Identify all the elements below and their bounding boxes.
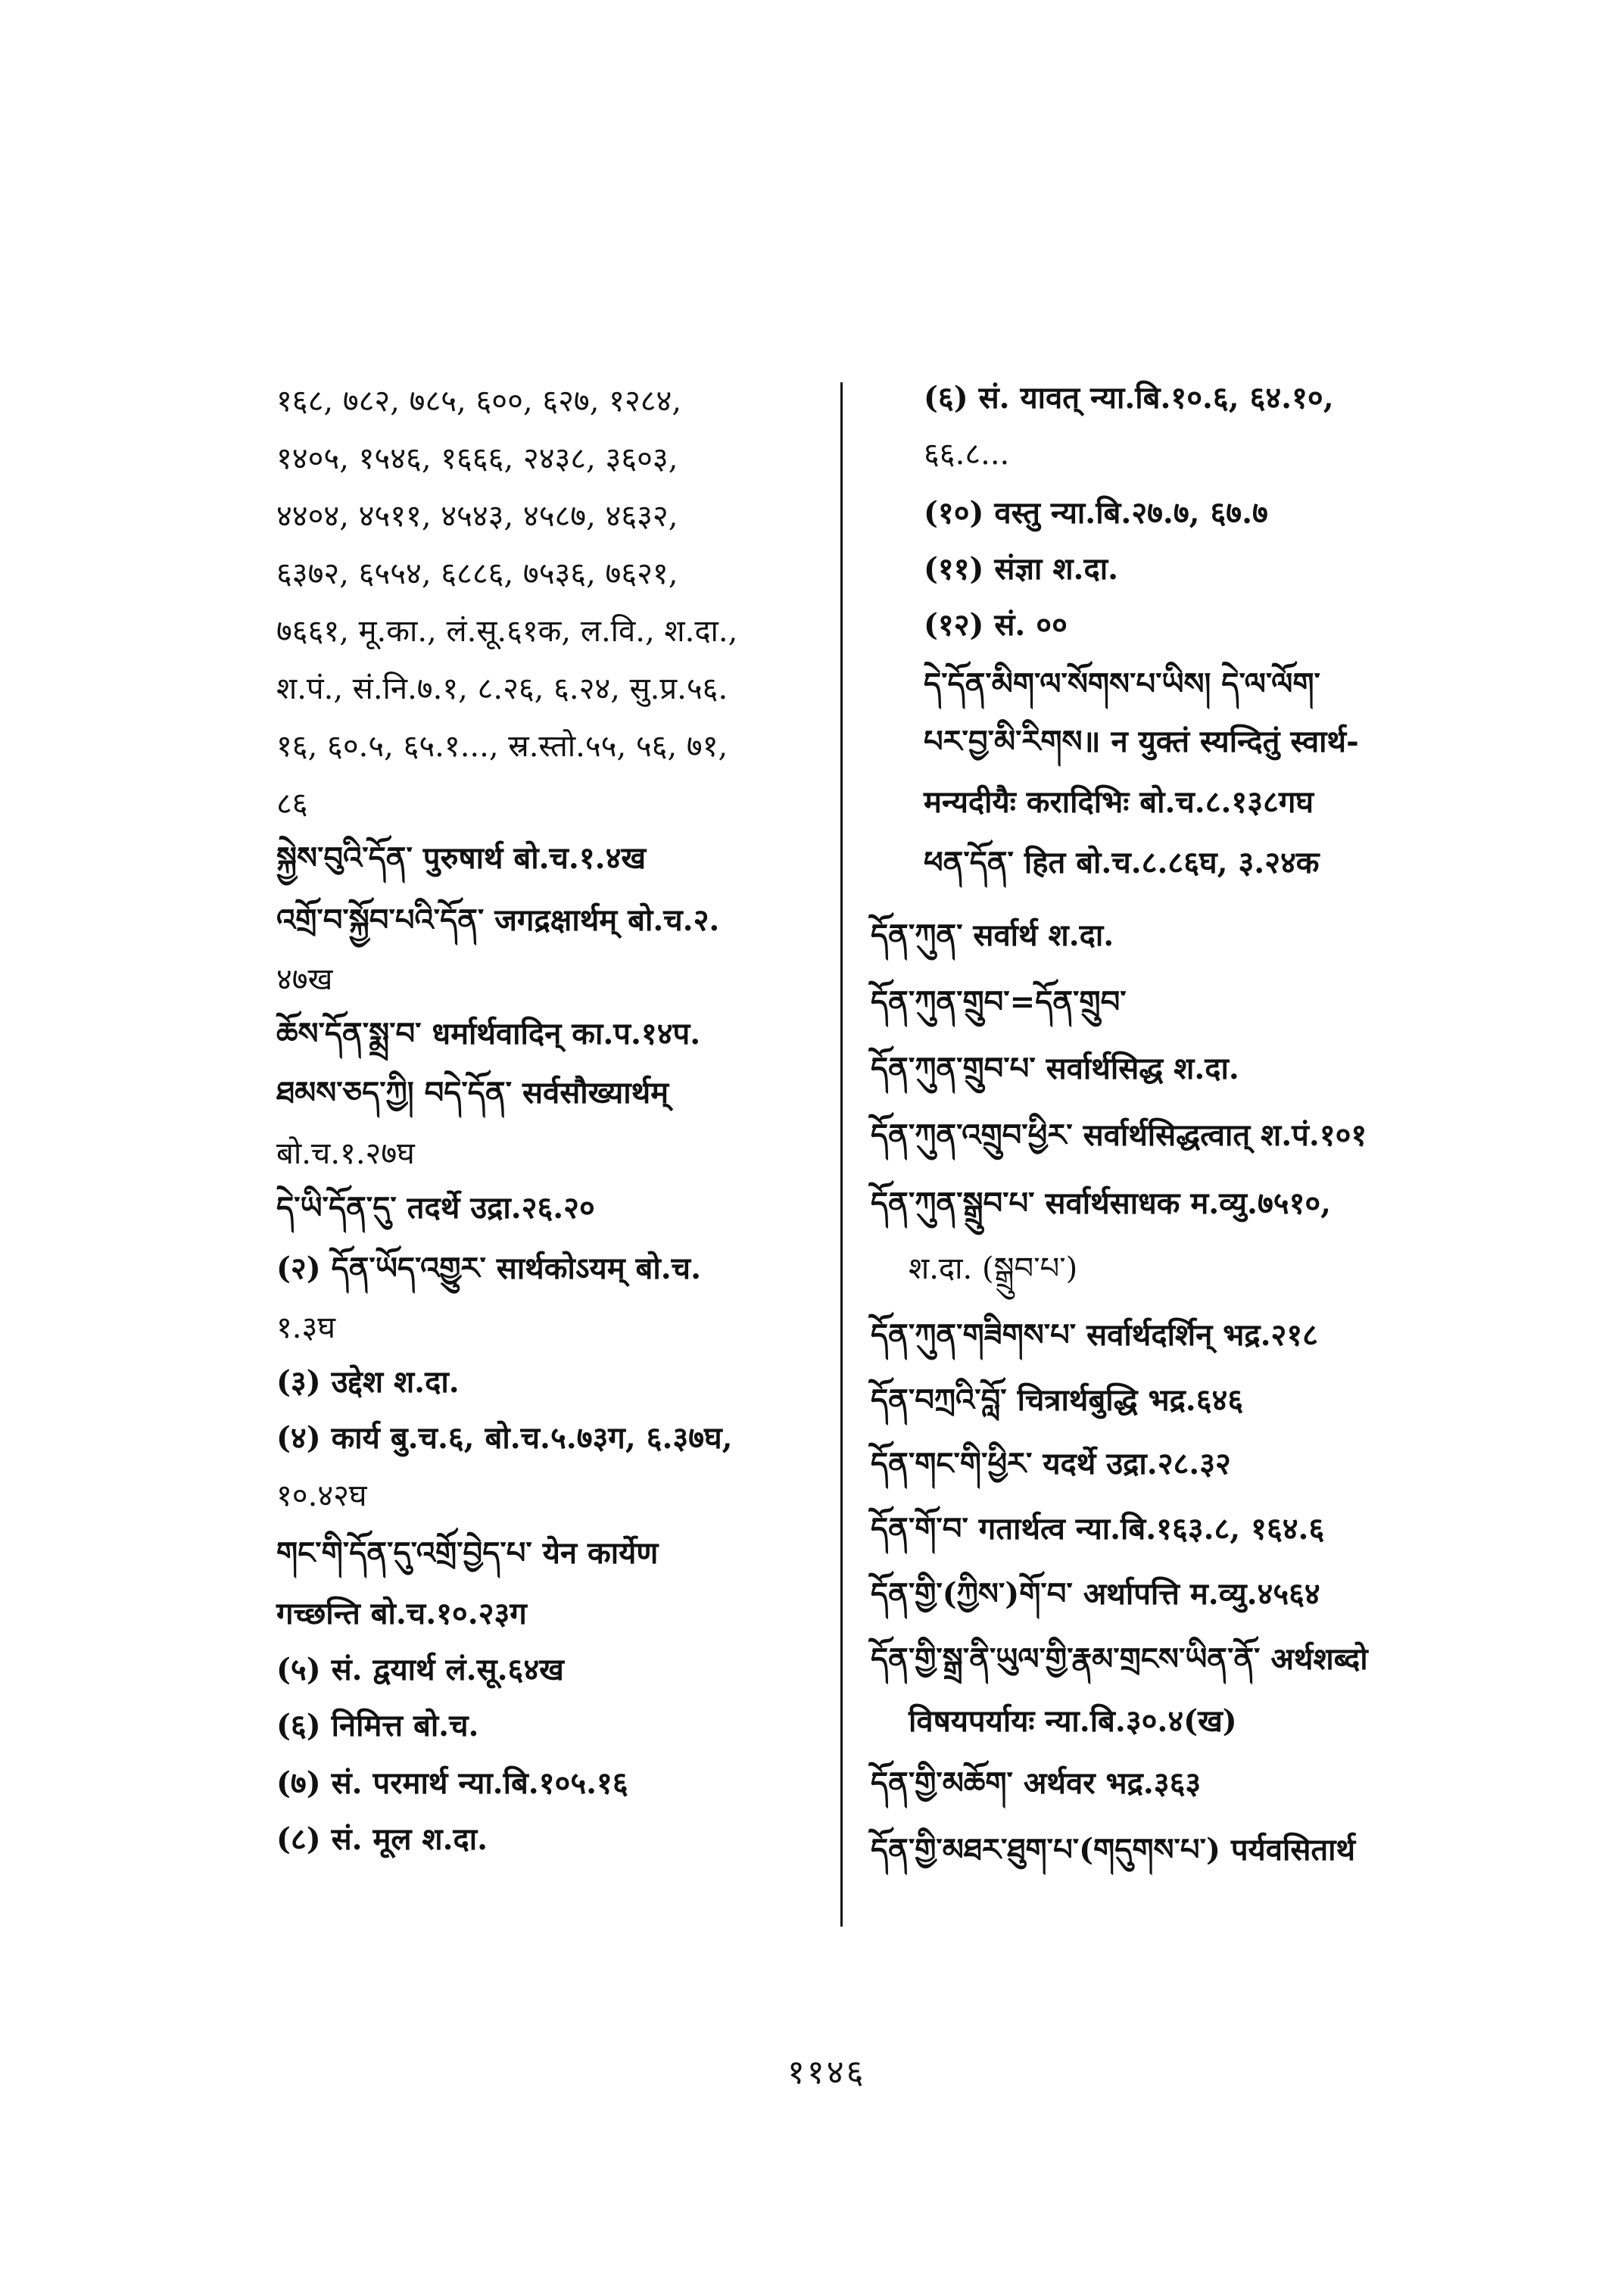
entry-line: དོན་གྱི་མཆོག་ अर्थवर भद्र.३६३: [871, 1765, 1202, 1801]
entry-line: དོན་གྱི་སྒྲ་ནི་ཡུལ་གྱི་རྣམ་གྲངས་ཡིན་ནོ་ अर्थशब्दो: [871, 1641, 1368, 1677]
entry-line: དེ་དོན་མིག་ལ་སོགས་པ་ཡིས། དེ་ལ་ལོག་: [924, 666, 1320, 702]
entry-line: (८) सं. मूल श.दा.: [276, 1821, 488, 1857]
entry-line: དོན་གང་གི་ཕྱིར་ यदर्थे उद्रा.२८.३२: [871, 1446, 1231, 1481]
entry-line: དོན་བཀྲའི་བློ་ चित्रार्थबुद्धि भद्र.६४६: [871, 1382, 1244, 1418]
entry-line: དོན་ཀུན་འགྲུབ་ཕྱིར་ सर्वार्थसिद्धत्वात् श.पं.१०१: [871, 1117, 1367, 1153]
entry-line: (२) དོན་ཡོད་འགྱུར་ सार्थकोऽयम् बो.च.: [276, 1251, 702, 1286]
entry-line: དོན་ཀུན་གྲུབ་=དོན་གྲུབ་: [871, 984, 1127, 1020]
entry-line: སྐྱེས་བུའི་དོན་ पुरुषार्थ बो.च.१.४ख: [276, 840, 647, 876]
entry-line: དོན་ཀུན་གཟིགས་པ་ सर्वार्थदर्शिन् भद्र.२१८: [871, 1317, 1318, 1353]
entry-line: १.३घ: [276, 1310, 335, 1345]
entry-line: དོན་ཀུན་སྒྲུབ་པ་ सर्वार्थसाधक म.व्यु.७५१०,: [871, 1185, 1332, 1221]
entry-line: དེ་ཡི་དོན་དུ་ तदर्थे उद्रा.२६.२०: [276, 1190, 595, 1226]
entry-line: (१०) वस्तु न्या.बि.२७.७, ६७.७: [924, 495, 1268, 531]
entry-line: मन्यदीयैः करादिभिः बो.च.८.१३८गघ: [924, 784, 1314, 820]
entry-line: དོན་གྱི་མཐར་ཐུག་པ་(གདུགས་པ་) पर्यवसितार्थ: [871, 1832, 1356, 1868]
entry-line: ཐམས་ཅད་ཀྱི། བདེ་དོན་ सर्वसौख्यार्थम्: [276, 1075, 669, 1111]
entry-line: (६) निमित्त बो.च.: [276, 1708, 479, 1743]
entry-line: १६८, ७८२, ७८५, ६००, ६२७, १२८४,: [276, 384, 682, 419]
entry-line: པར་བྱ་མི་རིགས॥ न युक्तं स्यन्दितुं स्वार्थ-: [924, 724, 1359, 759]
entry-line: དོན་གོ་བ་ गतार्थत्व न्या.बि.१६३.८, १६४.६: [871, 1511, 1325, 1547]
entry-line: ७६६१, मू.का., लं.सू.६१क, ल.वि., श.दा.,: [276, 614, 738, 649]
entry-line: (७) सं. परमार्थ न्या.बि.१०५.१६: [276, 1765, 628, 1801]
entry-line: १६, ६०.५, ६५.१..., स्र.स्तो.५५, ५६, ७१,: [276, 729, 728, 764]
entry-line: འགྲོ་བ་སྐྱོབ་པའི་དོན་ जगद्रक्षार्थम् बो.च.२.: [276, 902, 720, 938]
entry-line: १४०५, १५४६, १६६६, २४३८, ३६०३,: [276, 441, 678, 476]
entry-line: (५) सं. द्वयार्थ लं.सू.६४ख: [276, 1652, 564, 1687]
entry-line: श.दा. (སྒྲུབ་པ་): [909, 1251, 1078, 1286]
column-divider: [840, 382, 843, 1927]
entry-line: (११) संज्ञा श.दा.: [924, 551, 1118, 587]
entry-line: ४७ख: [276, 962, 333, 997]
entry-line: (३) उद्देश श.दा.: [276, 1364, 460, 1400]
entry-line: གང་གི་དོན་དུ་འགྲོ་བྱེད་པ་ येन कार्येण: [276, 1535, 659, 1571]
entry-line: ཕན་དོན་ हित बो.च.८.८६घ, ३.२४क: [924, 845, 1320, 880]
entry-line: དོན་ཀུན་གྲུབ་པ་ सर्वार्थसिद्ध श.दा.: [871, 1051, 1239, 1086]
entry-line: १०.४२घ: [276, 1478, 367, 1513]
entry-line: विषयपर्यायः न्या.बि.३०.४(ख): [909, 1703, 1237, 1739]
entry-line: ८६: [276, 787, 308, 821]
entry-line: ६६.८...: [924, 437, 1010, 472]
entry-line: དོན་གྱི་(ཀྱིས་)གོ་བ་ अर्थापत्ति म.व्यु.४५६४: [871, 1576, 1320, 1612]
entry-line: श.पं., सं.नि.७.१, ८.२६, ६.२४, सु.प्र.५६.: [276, 671, 728, 706]
entry-line: དོན་ཀུན་ सर्वार्थ श.दा.: [871, 918, 1114, 953]
entry-line: बो.च.१.२७घ: [276, 1136, 415, 1171]
entry-line: (६) सं. यावत् न्या.बि.१०.६, ६४.१०,: [924, 380, 1334, 416]
entry-line: ६३७२, ६५५४, ६८८६, ७५३६, ७६२१,: [276, 556, 678, 591]
entry-line: गच्छन्ति बो.च.१०.२३ग: [276, 1596, 527, 1631]
entry-line: (१२) सं. ००: [924, 607, 1068, 643]
entry-line: ཆོས་དོན་སྨྲ་བ་ धर्मार्थवादिन् का.प.१४प.: [276, 1016, 701, 1051]
entry-line: (४) कार्य बु.च.६, बो.च.५.७३ग, ६.३७घ,: [276, 1420, 733, 1456]
entry-line: ४४०४, ४५११, ४५४३, ४५८७, ४६३२,: [276, 499, 678, 534]
page-number: ११४६: [787, 2053, 866, 2092]
